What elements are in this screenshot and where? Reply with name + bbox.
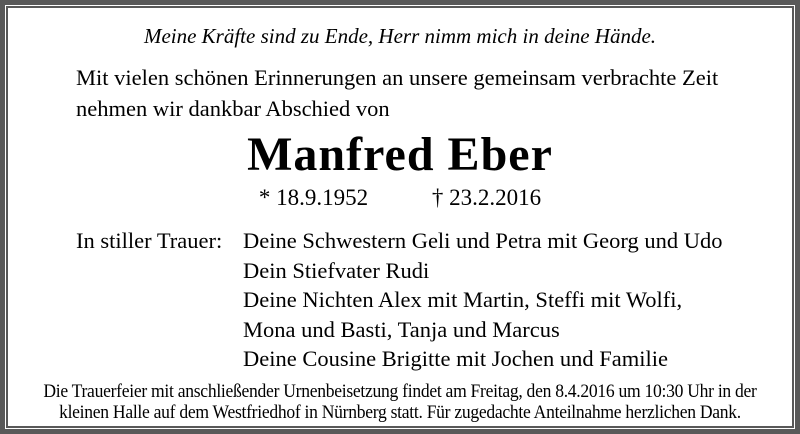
deceased-name: Manfred Eber [247, 128, 553, 182]
life-dates [16, 185, 784, 211]
intro-line-2: nehmen wir dankbar Abschied von [76, 96, 390, 122]
birth-date: * 18.9.1952 [258, 185, 369, 211]
funeral-info [16, 382, 784, 425]
mourner-line: Dein Stiefvater Rudi [243, 257, 430, 283]
mourner-line: Deine Nichten Alex mit Martin, Steffi mit Wolfi, [243, 287, 683, 313]
funeral-info-line-1: Die Trauerfeier mit anschließender Urnenbeisetzung findet am Freitag, den 8.4.2016 um 10:30 Uhr in der [43, 381, 757, 402]
funeral-info-line-2: kleinen Halle auf dem Westfriedhof in Nürnberg statt. Für zugedachte Anteilnahme herzlichen Dank. [59, 403, 741, 424]
intro-line-1: Mit vielen schönen Erinnerungen an unsere gemeinsam verbrachte Zeit [76, 65, 719, 91]
mourner-line: Mona und Basti, Tanja und Marcus [243, 316, 560, 342]
intro-text [76, 62, 784, 124]
obituary-notice [8, 8, 792, 425]
mourner-line: Deine Schwestern Geli und Petra mit Georg und Udo [243, 228, 723, 254]
mourner-line: Deine Cousine Brigitte mit Jochen und Familie [243, 346, 668, 372]
mourning-label: In stiller Trauer: [76, 228, 223, 254]
death-date: † 23.2.2016 [431, 185, 542, 211]
epigraph-quote: Meine Kräfte sind zu Ende, Herr nimm mich in deine Hände. [143, 24, 657, 48]
notice-inner-frame [6, 6, 794, 428]
mourners-list [243, 226, 784, 374]
mourning-section [76, 226, 784, 374]
